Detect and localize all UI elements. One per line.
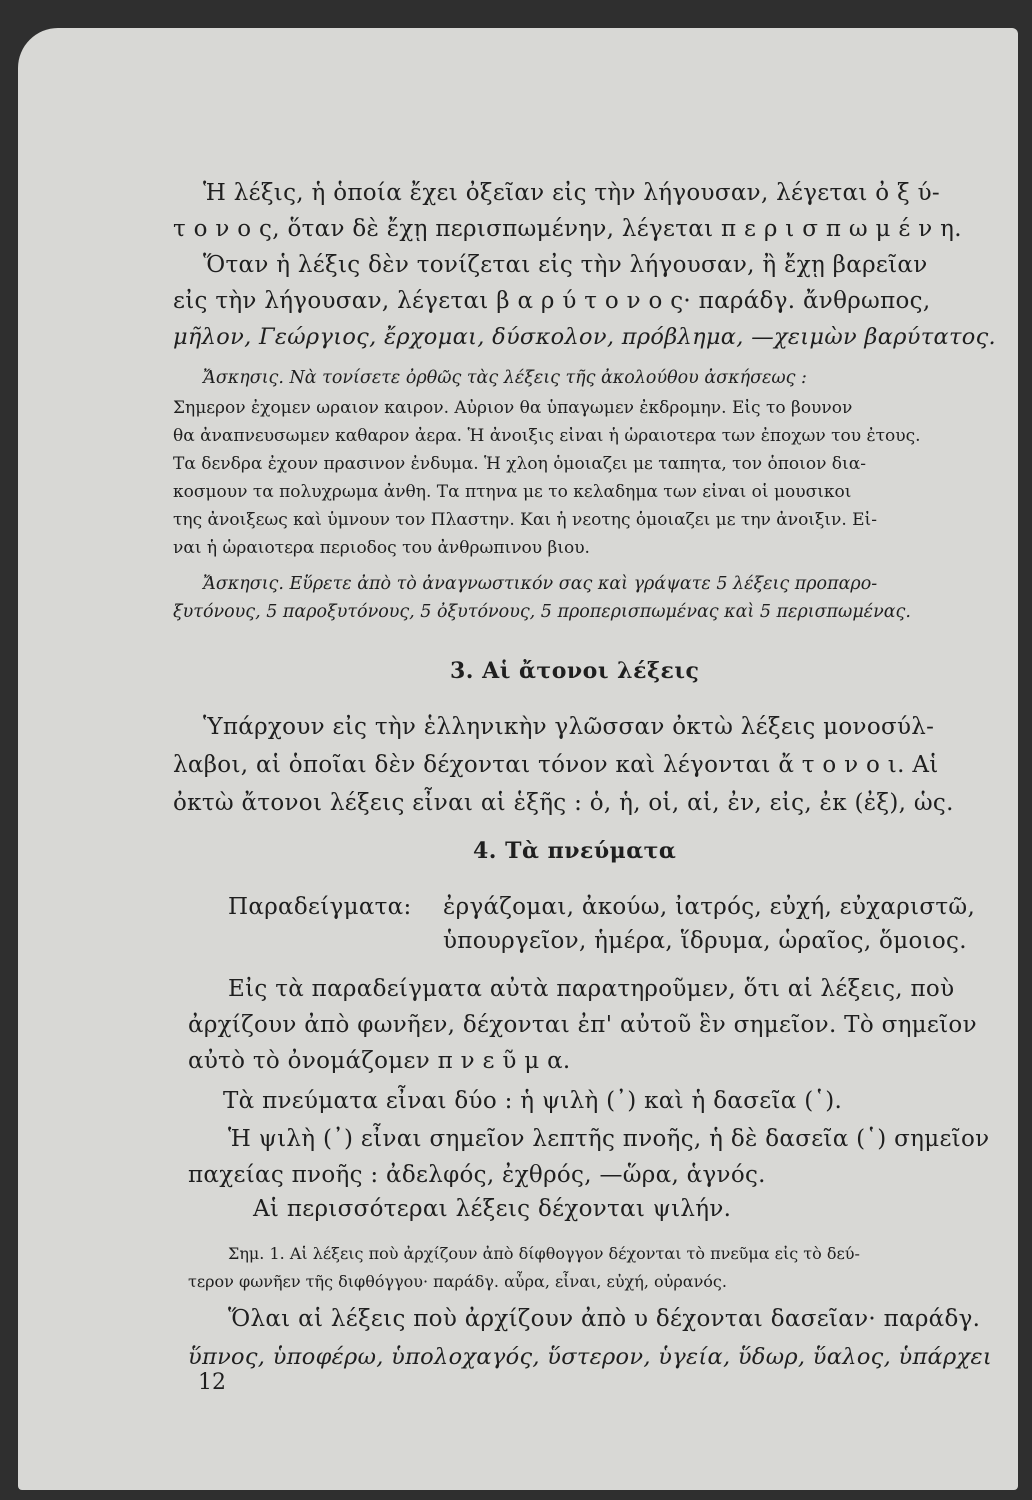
book-page — [18, 28, 1018, 1490]
examples-line: ὑπουργεῖον, ἡμέρα, ἵδρυμα, ὡραῖος, ὅμοιος. — [443, 928, 967, 954]
text-line: μῆλον, Γεώργιος, ἔρχομαι, δύσκολον, πρόβλημα, —χειμὼν βαρύτατος. — [173, 324, 996, 350]
exercise-line: Ἄσκησις. Εὕρετε ἀπὸ τὸ ἀναγνωστικόν σας καὶ γράψατε 5 λέξεις προπαρο- — [203, 574, 878, 594]
text-line: τ ο ν ο ς, ὅταν δὲ ἔχῃ περισπωμένην, λέγεται π ε ρ ι σ π ω μ έ ν η. — [173, 216, 962, 242]
examples-label: Παραδείγματα: — [228, 894, 412, 920]
text-line: Εἰς τὰ παραδείγματα αὐτὰ παρατηροῦμεν, ὅτι αἱ λέξεις, ποὺ — [228, 976, 955, 1002]
exercise-line: κοσμουν τα πολυχρωμα ἀνθη. Τα πτηνα με το κελαδημα των εἰναι οἱ μουσικοι — [173, 482, 852, 502]
text-line: Ἡ ψιλὴ (᾿) εἶναι σημεῖον λεπτῆς πνοῆς, ἡ δὲ δασεῖα (῾) σημεῖον — [228, 1126, 990, 1152]
examples-line: ἐργάζομαι, ἀκούω, ἰατρός, εὐχή, εὐχαριστῶ, — [443, 894, 976, 920]
exercise-line: ξυτόνους, 5 παροξυτόνους, 5 ὀξυτόνους, 5 προπερισπωμένας καὶ 5 περισπωμένας. — [173, 602, 911, 622]
text-line: Ὅταν ἡ λέξις δὲν τονίζεται εἰς τὴν λήγουσαν, ἢ ἔχῃ βαρεῖαν — [203, 252, 928, 278]
note-line: Σημ. 1. Αἱ λέξεις ποὺ ἀρχίζουν ἀπὸ δίφθογγον δέχονται τὸ πνεῦμα εἰς τὸ δεύ- — [228, 1244, 860, 1263]
text-line: αὐτὸ τὸ ὀνομάζομεν π ν ε ῦ μ α. — [188, 1048, 571, 1074]
text-line: εἰς τὴν λήγουσαν, λέγεται β α ρ ύ τ ο ν ο ς· παράδγ. ἄνθρωπος, — [173, 288, 931, 314]
section-heading: 3. Αἱ ἄτονοι λέξεις — [450, 658, 700, 684]
text-line: λαβοι, αἱ ὁποῖαι δὲν δέχονται τόνον καὶ λέγονται ἄ τ ο ν ο ι. Αἱ — [173, 752, 939, 778]
exercise-line: Σημερον ἐχομεν ωραιον καιρον. Αὐριον θα ὑπαγωμεν ἐκδρομην. Εἰς το βουνον — [173, 398, 853, 418]
text-line: Ὅλαι αἱ λέξεις ποὺ ἀρχίζουν ἀπὸ υ δέχονται δασεῖαν· παράδγ. — [228, 1306, 981, 1332]
page-number: 12 — [198, 1370, 226, 1395]
text-line: παχείας πνοῆς : ἀδελφός, ἐχθρός, —ὥρα, ἁγνός. — [188, 1162, 766, 1188]
exercise-title: Ἄσκησις. Νὰ τονίσετε ὀρθῶς τὰς λέξεις τῆς ἀκολούθου ἀσκήσεως : — [203, 368, 807, 388]
exercise-line: ναι ἡ ὡραιοτερα περιοδος του ἀνθρωπινου βιου. — [173, 538, 590, 558]
text-line: ὕπνος, ὑποφέρω, ὑπολοχαγός, ὕστερον, ὑγεία, ὕδωρ, ὕαλος, ὑπάρχει — [188, 1344, 992, 1370]
section-heading: 4. Τὰ πνεύματα — [473, 838, 677, 864]
text-line: Ὑπάρχουν εἰς τὴν ἑλληνικὴν γλῶσσαν ὀκτὼ λέξεις μονοσύλ- — [203, 714, 935, 740]
exercise-line: θα ἀναπνευσωμεν καθαρον ἀερα. Ἡ ἀνοιξις εἰναι ἡ ὡραιοτερα των ἐποχων του ἐτους. — [173, 426, 921, 446]
text-line: Αἱ περισσότεραι λέξεις δέχονται ψιλήν. — [253, 1196, 732, 1222]
exercise-line: της ἀνοιξεως καὶ ὑμνουν τον Πλαστην. Και ἡ νεοτης ὁμοιαζει με την ἀνοιξιν. Εἰ- — [173, 510, 877, 530]
text-line: ἀρχίζουν ἀπὸ φωνῆεν, δέχονται ἐπ' αὐτοῦ ἓν σημεῖον. Τὸ σημεῖον — [188, 1012, 977, 1038]
text-line: Τὰ πνεύματα εἶναι δύο : ἡ ψιλὴ (᾿) καὶ ἡ δασεῖα (῾). — [223, 1088, 843, 1114]
note-line: τερον φωνῆεν τῆς διφθόγγου· παράδγ. αὖρα, εἶναι, εὐχή, οὐρανός. — [188, 1272, 727, 1291]
text-line: Ἡ λέξις, ἡ ὁποία ἔχει ὀξεῖαν εἰς τὴν λήγουσαν, λέγεται ὀ ξ ύ- — [203, 180, 940, 206]
text-line: ὀκτὼ ἄτονοι λέξεις εἶναι αἱ ἑξῆς : ὁ, ἡ, οἱ, αἱ, ἐν, εἰς, ἐκ (ἐξ), ὡς. — [173, 790, 954, 816]
exercise-line: Τα δενδρα ἐχουν πρασινον ἐνδυμα. Ἡ χλοη ὁμοιαζει με ταπητα, τον ὁποιον δια- — [173, 454, 866, 474]
